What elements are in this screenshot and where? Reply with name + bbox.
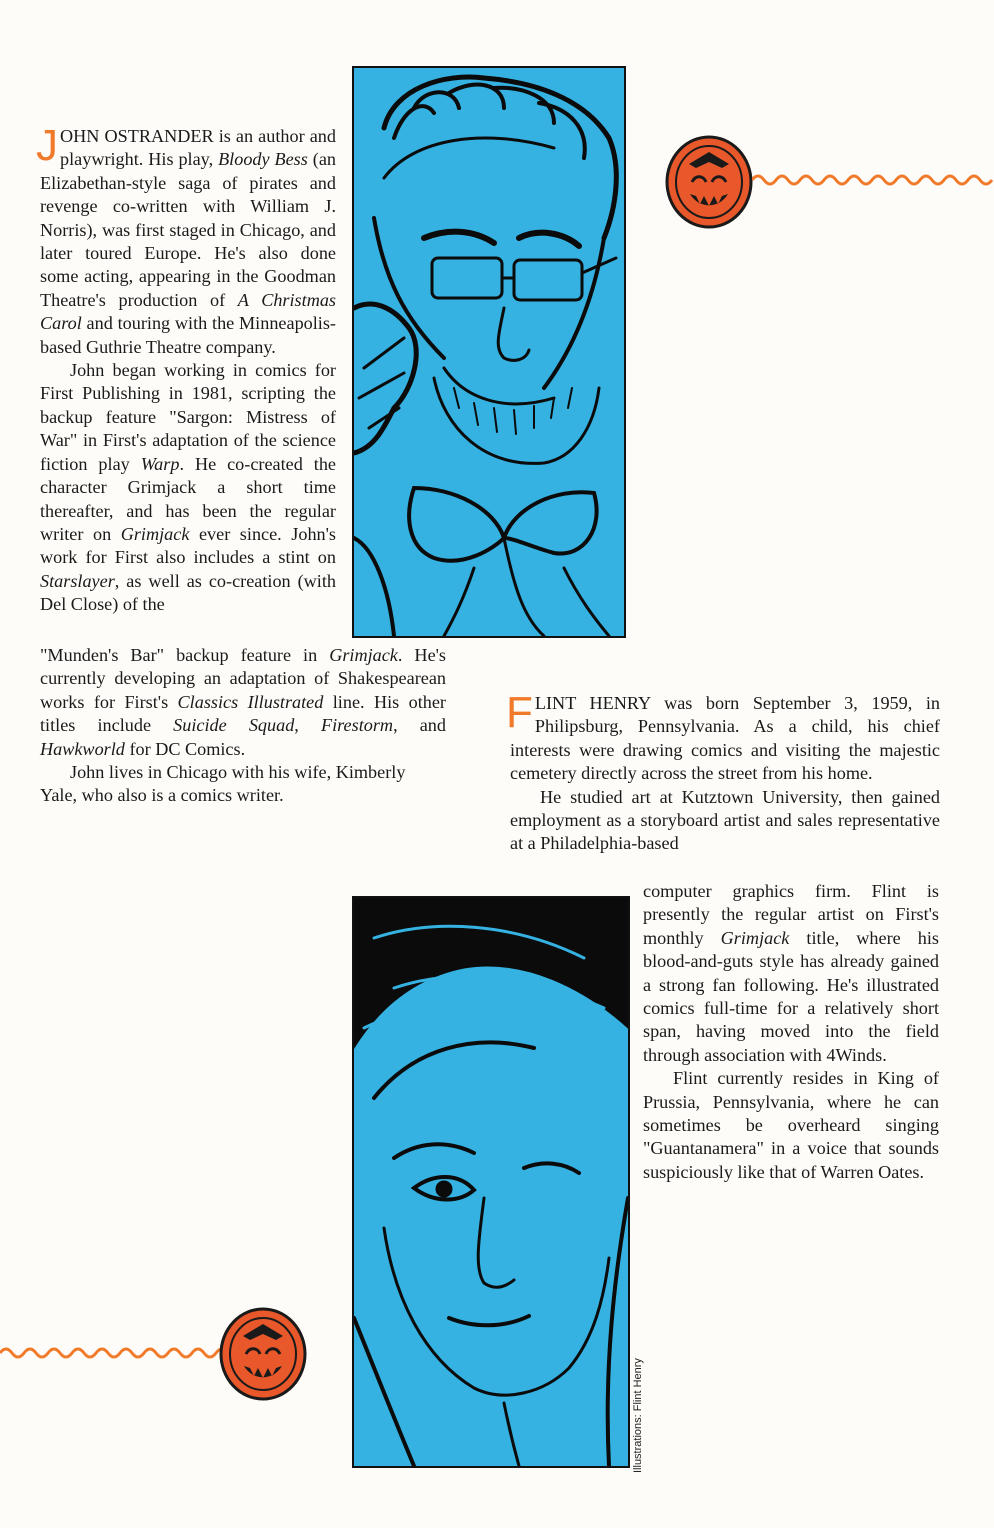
illustration-credit: Illustrations: Flint Henry: [632, 1358, 644, 1473]
henry-portrait: [352, 896, 630, 1468]
henry-para-1: FLINT HENRY was born September 3, 1959, in Philipsburg, Pennsylvania. As a child, his chief interests were drawing comics and visiting the majestic cemetery directly across the street from his home.: [506, 688, 940, 784]
decorative-wave-top: [752, 170, 994, 190]
henry-para-2b: [643, 880, 939, 1067]
text-run: Bloody Bess: [218, 149, 308, 170]
text-run: Starslayer: [40, 570, 115, 591]
text-run: ,: [294, 715, 321, 736]
ostrander-portrait: [352, 66, 626, 638]
decorative-wave-bottom: [0, 1343, 222, 1363]
text-run: OHN OSTRANDER is an author and playwright. His play,: [60, 126, 336, 170]
henry-bio-top: [506, 688, 940, 856]
text-run: . He's currently developing an adaptation of Shakespearean works for First's: [40, 645, 446, 712]
henry-illustration: [354, 898, 628, 1466]
text-run: Grimjack: [329, 645, 398, 665]
text-run: Hawkworld: [40, 738, 125, 759]
grimjack-medallion-icon-bottom: [218, 1306, 308, 1402]
ostrander-bio-continued: [40, 644, 446, 808]
text-run: , as well as co-creation (with Del Close) of the: [40, 570, 336, 615]
text-run: line. His other titles include: [40, 691, 446, 736]
text-run: ever since. John's work for First also includes a stint on: [40, 523, 336, 568]
ostrander-illustration: [354, 68, 624, 636]
text-run: , and: [393, 715, 446, 736]
text-run: John began working in comics for First Publishing in 1981, scripting the backup feature "Sargon: Mistress of War" in First's adaptation of the science fiction play: [40, 360, 336, 474]
text-run: Firestorm: [320, 715, 394, 736]
henry-para-2a: He studied art at Kutztown University, then gained employment as a storyboard artist and sales representative at a Philadelphia-based: [510, 786, 940, 854]
grimjack-medallion-icon: [664, 134, 754, 230]
text-run: and touring with the Minneapolis-based Guthrie Theatre company.: [40, 313, 336, 357]
henry-para-3: Flint currently resides in King of Prussia, Pennsylvania, where he can sometimes be overheard singing "Guantanamera" in a voice that sounds suspiciously like that of Warren Oates.: [643, 1068, 939, 1182]
text-run: . He co-created the character Grimjack a short time thereafter, and has been the regular writer on: [40, 453, 336, 544]
ostrander-para-4: John lives in Chicago with his wife, Kimberly Yale, who also is a comics writer.: [40, 762, 406, 806]
text-run: computer graphics firm. Flint is presently the regular artist on First's monthly: [643, 881, 939, 948]
text-run: "Munden's Bar" backup feature in: [40, 645, 330, 665]
text-run: A Christmas Carol: [40, 289, 336, 334]
text-run: Classics Illustrated: [177, 691, 324, 712]
text-run: Grimjack: [720, 927, 790, 948]
henry-dropcap: F: [506, 688, 533, 737]
ostrander-para-2: [40, 359, 336, 616]
text-run: Suicide Squad: [173, 715, 295, 736]
ostrander-para-1: [36, 121, 336, 359]
text-run: title, where his blood-and-guts style has already gained a strong fan following. He's illustrated comics full-time for a relatively short span, having moved into the field through association with 4Winds.: [643, 927, 939, 1065]
text-run: for DC Comics.: [124, 738, 246, 759]
text-run: (an Elizabethan-style saga of pirates and revenge co-written with William J. Norris), was first staged in Chicago, and later toured Europe. He's also done some acting, appearing in the Goodman Theatre's production of: [40, 149, 336, 310]
ostrander-dropcap: J: [36, 121, 58, 170]
text-run: Warp: [140, 453, 180, 474]
ostrander-para-3: [40, 644, 446, 761]
ostrander-bio-column: [36, 121, 336, 617]
henry-bio-column: [643, 880, 939, 1184]
text-run: Grimjack: [120, 523, 190, 544]
